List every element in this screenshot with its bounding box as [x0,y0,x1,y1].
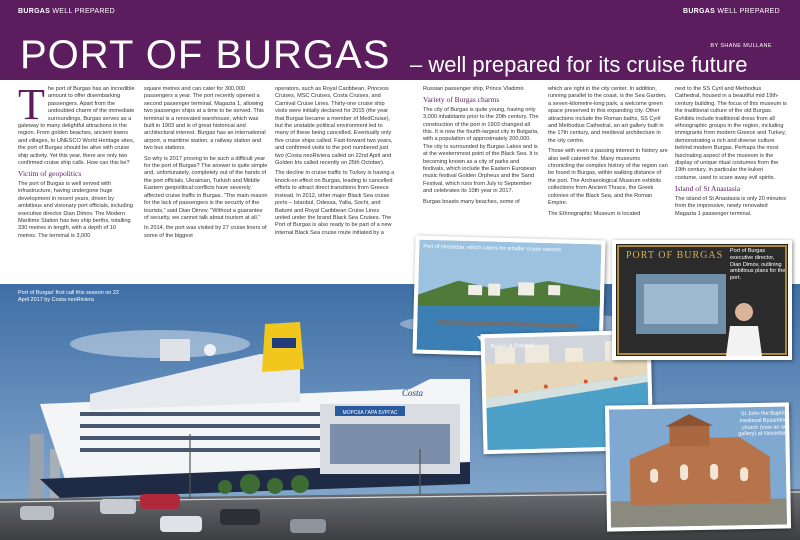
paragraph: which are right in the city center. In addition, running parallel to the coast, is the Sea Garden, a seven-kilometre-long park, a welcome green space preserved in this expanding city. Other attractions include the Roman baths, SS Cyril and Methodius Cathedral, an art gallery built in the 17th century, and medieval architecture in the city centre. [548,86,667,144]
header-band [0,0,800,80]
drop-cap: T [18,80,45,129]
page-subtitle: – well prepared for its cruise future [410,52,748,77]
photo-card-director [612,240,792,360]
subheading: Variety of Burgas charms [423,95,500,105]
text-column-4 [423,86,540,209]
paragraph: Russian passenger ship, Prince Vladimir. [423,86,525,92]
subheading: Victim of geopolitics [18,169,82,179]
paragraph: The Ethnographic Museum is located [548,210,641,217]
caption-ship: Port of Burgas' first call this season on 22 April 2017 by Costa neoRiviera [18,290,120,303]
paragraph: Burgas boasts many beaches, some of [423,198,520,205]
caption-nessebar: Port of Nessebar, which caters for smaller cruise vessels [423,243,562,254]
paragraph: next to the SS Cyril and Methodius Cathedral, housed in a beautiful mid 19th-century building. The focus of this museum is the traditional culture of the old Burgas. Exhibits include traditional dress from all ethnographic groups in the region, including immigrants from modern Greece and Turkey, demonstrating a rich and diverse culture behind modern Burgas. Perhaps the most fascinating aspect of the museum is the display of unique ritual costumes from the 19th century, in particular the kukeri costume, used to scare away evil spirits. [675,86,787,181]
paragraph: In 2014, the port was visited by 27 cruise liners of some of the biggest [144,225,267,239]
photo-card-church [605,402,791,531]
caption-director: Port of Burgas executive director, Dian Dimov, outlining ambitious plans for the port. [730,248,786,282]
section-tag-right: BURGAS WELL PREPARED [682,8,780,15]
caption-sozopol: Beach at Sozopol [490,342,534,350]
paragraph: operators, such as Royal Caribbean, Princess Cruises, MSC Cruises, Costa Cruises, and Carnival Cruise Lines. Thirty-one cruise ship visits were initially declared for 2015 (the year that Burgas became a member of MedCruise), but the unstable political environment led to many of these being cancelled. Eventually only five cruise ships called. Fast-forward two years, and confirmed visits to the port numbered just two (Costa neoRiviera called on 22nd April and Golden Iris called recently on 25th October). [275,86,393,167]
byline: BY SHANE MULLANE [710,43,772,49]
paragraph: The decline in cruise traffic to Turkey is having a knock-on effect on Burgas, leading to cancelled efforts to attract direct transitions from Greece instead. In 2012, other major Black Sea cruise ports – Istanbul, Odessa, Yalta, Sochi, and Batumi and Royal Caribbean Cruise Lines united under the brand Black Sea Cruises. The Port of Burgas is also ready to be part of a new internal Black Sea cruise route initiated by a [275,170,395,236]
text-column-5 [548,86,668,221]
terminal-sign: МОРСКА ГАРА БУРГАС [342,410,398,416]
subheading: Island of St Anastasia [675,184,741,194]
caption-church: St John the Baptist medieval Byzantine church (now an art gallery) at Nessebar [738,410,788,438]
port-sign: PORT OF BURGAS [626,250,724,261]
paragraph: So why is 2017 proving to be such a difficult year for the port of Burgas? The answer is quite simple and, unfortunately, completely out of the hands of the port officials. Ukrainian, Turkish and Middle Eastern geopolitical conflicts have severely affected cruise traffic in Burgas. “The main reason for the lack of passengers is the security of the tourists,” said Dian Dimov. “Without a guarantee of security, we cannot talk about tourism at all.” [144,155,268,221]
paragraph: Those with even a passing interest in history are also well catered for. Many museums chronicling the complex history of the region can be found in Burgas, within walking distance of the port. The Archaeological Museum exhibits collections from Ancient Thrace, the Greek colonies of the Black Sea, and the Roman Empire. [548,148,668,207]
section-tag-left: BURGAS WELL PREPARED [18,8,116,15]
paragraph: The city of Burgas is quite young, having only 3,000 inhabitants prior to the 20th century. The construction of the port in 1903 changed all this. It is now the fourth-largest city in Bulgaria, with a population of approximately 200,000. The city is surrounded by Burgas Lakes and is at the westernmost point of the Black Sea. It is becoming known as a city of parks and festivals, which include the Eastern European music festival Golden Orpheus and the Sand Festival, which runs from July to September and celebrates its 10th year in 2017. [423,106,539,195]
paragraph: The island of St Anastasia is only 20 minutes from the impressive, newly renovated Magazia 1 passenger terminal. [675,195,787,217]
text-column-6 [675,86,787,221]
paragraph: square metres and can cater for 300,000 passengers a year. The port recently opened a second passenger terminal, Magazia 1, allowing two passenger ships at a time to be served. This terminal is a renovated warehouse, which was built in 1903 and is of great historical and architectural interest. Burgas has an international airport, a maritime station, a railway station and two bus stations. [144,86,266,152]
paragraph: The port of Burgas is well served with infrastructure, having undergone huge development in recent years, driven by ambitious and visionary port officials, including executive director Dian Dimov. The Modern Maritime Station has two ship berths, totalling 330 metres in length, with a depth of 10 metres. The terminal is 3,000 [18,180,133,239]
paragraph: he port of Burgas has an incredible amount to offer disembarking passengers. Apart from the undoubted charm of the immediate surroundings, Burgas serves as a gateway to many delightful attractions in the region. From golden beaches, ancient towns and villages, to UNESCO World Heritage sites, the port of Burgas should be alive with cruise ship activity. Yet this year, there are only two confirmed cruise ship calls. How can this be? [18,86,135,167]
text-column-2 [144,86,268,243]
page-title: PORT OF BURGAS [20,33,391,77]
text-column-1 [18,80,135,243]
text-column-3 [275,86,395,240]
ship-name-logo: Costa [402,388,424,398]
